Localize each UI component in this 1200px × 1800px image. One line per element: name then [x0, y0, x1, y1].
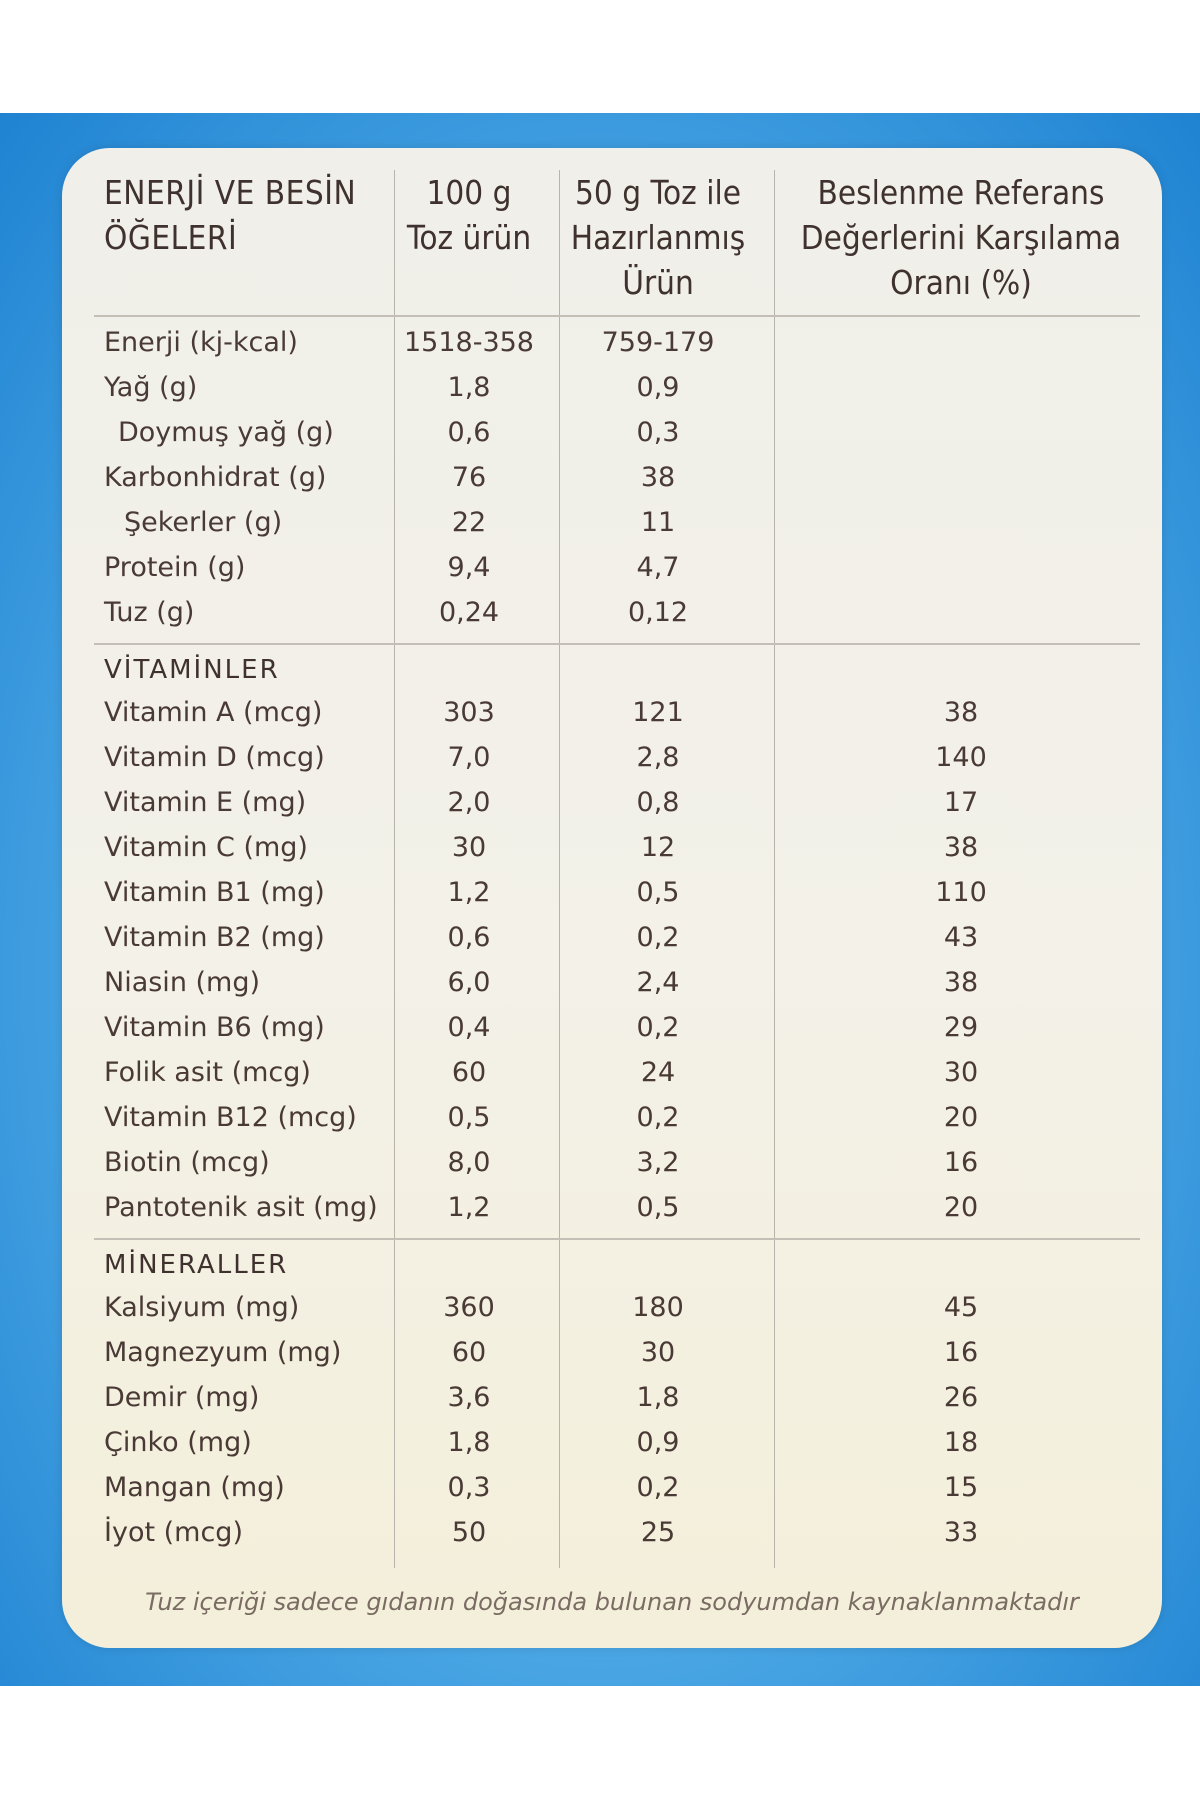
value-percent: 16: [943, 1337, 979, 1368]
nutrient-name: İyot (mcg): [104, 1517, 243, 1548]
value-50g: 25: [640, 1517, 676, 1548]
nutrient-name: Vitamin B6 (mg): [104, 1012, 325, 1043]
value-100g: 0,3: [447, 1472, 491, 1503]
value-50g: 0,3: [636, 417, 680, 448]
nutrient-name: Karbonhidrat (g): [104, 462, 327, 493]
value-percent: 20: [943, 1102, 979, 1133]
value-100g: 1,2: [447, 1192, 491, 1223]
value-50g: 12: [640, 832, 676, 863]
table-row: [62, 1420, 1162, 1465]
value-percent: 43: [943, 922, 979, 953]
table-row: [62, 365, 1162, 410]
nutrient-name: Vitamin B12 (mcg): [104, 1102, 357, 1133]
table-row: [62, 870, 1162, 915]
value-100g: 6,0: [447, 967, 491, 998]
value-percent: 26: [943, 1382, 979, 1413]
footnote: Tuz içeriği sadece gıdanın doğasında bulunan sodyumdan kaynaklanmaktadır: [145, 1588, 1079, 1616]
value-percent: 38: [943, 697, 979, 728]
value-100g: 1,8: [447, 1427, 491, 1458]
table-row: [62, 1005, 1162, 1050]
nutrient-name: Demir (mg): [104, 1382, 260, 1413]
value-50g: 0,2: [636, 1472, 680, 1503]
value-100g: 0,24: [438, 597, 500, 628]
table-row: [62, 1140, 1162, 1185]
table-row: [62, 320, 1162, 365]
nutrient-name: Vitamin D (mcg): [104, 742, 325, 773]
section-separator: [94, 1238, 1140, 1240]
value-50g: 0,5: [636, 1192, 680, 1223]
table-row: [62, 1050, 1162, 1095]
nutrient-name: Vitamin B2 (mg): [104, 922, 325, 953]
nutrient-name: Biotin (mcg): [104, 1147, 270, 1178]
value-100g: 0,6: [447, 922, 491, 953]
nutrient-name: Şekerler (g): [124, 507, 283, 538]
value-100g: 1,8: [447, 372, 491, 403]
table-row: [62, 1330, 1162, 1375]
table-row: [62, 1510, 1162, 1555]
nutrient-name: Pantotenik asit (mg): [104, 1192, 378, 1223]
value-percent: 17: [943, 787, 979, 818]
value-100g: 360: [443, 1292, 495, 1323]
value-50g: 4,7: [636, 552, 680, 583]
nutrient-name: Vitamin E (mg): [104, 787, 307, 818]
table-row: [62, 780, 1162, 825]
value-percent: 16: [943, 1147, 979, 1178]
value-50g: 2,8: [636, 742, 680, 773]
table-row: [62, 825, 1162, 870]
nutrient-name: Çinko (mg): [104, 1427, 252, 1458]
table-row: [62, 500, 1162, 545]
table-row: [62, 545, 1162, 590]
value-50g: 0,2: [636, 1102, 680, 1133]
value-percent: 29: [943, 1012, 979, 1043]
value-50g: 759-179: [601, 327, 715, 358]
value-50g: 0,9: [636, 1427, 680, 1458]
value-100g: 8,0: [447, 1147, 491, 1178]
header-reference-percent: Beslenme Referans Değerlerini Karşılama Oranı (%): [800, 173, 1122, 302]
table-row: [62, 1375, 1162, 1420]
value-100g: 0,4: [447, 1012, 491, 1043]
nutrient-name: Vitamin A (mcg): [104, 697, 323, 728]
value-50g: 38: [640, 462, 676, 493]
nutrient-name: Kalsiyum (mg): [104, 1292, 300, 1323]
value-50g: 0,12: [627, 597, 689, 628]
nutrient-name: Vitamin B1 (mg): [104, 877, 325, 908]
value-100g: 0,5: [447, 1102, 491, 1133]
value-percent: 38: [943, 967, 979, 998]
table-row: [62, 735, 1162, 780]
value-100g: 1,2: [447, 877, 491, 908]
nutrient-name: Doymuş yağ (g): [118, 417, 334, 448]
minerals-section-title: MİNERALLER: [104, 1250, 289, 1280]
table-row: [62, 1465, 1162, 1510]
table-row: [62, 1285, 1162, 1330]
value-50g: 2,4: [636, 967, 680, 998]
header-100g: 100 g Toz ürün: [406, 173, 532, 257]
value-50g: 30: [640, 1337, 676, 1368]
nutrition-facts-card: [62, 148, 1162, 1648]
value-50g: 1,8: [636, 1382, 680, 1413]
value-50g: 0,9: [636, 372, 680, 403]
nutrient-name: Vitamin C (mg): [104, 832, 308, 863]
value-50g: 0,5: [636, 877, 680, 908]
value-100g: 0,6: [447, 417, 491, 448]
value-50g: 11: [640, 507, 676, 538]
nutrient-name: Yağ (g): [104, 372, 198, 403]
value-percent: 38: [943, 832, 979, 863]
value-100g: 2,0: [447, 787, 491, 818]
nutrient-name: Protein (g): [104, 552, 246, 583]
value-50g: 121: [632, 697, 684, 728]
value-percent: 33: [943, 1517, 979, 1548]
header-50g: 50 g Toz ile Hazırlanmış Ürün: [570, 173, 746, 302]
value-50g: 0,2: [636, 1012, 680, 1043]
table-row: [62, 1095, 1162, 1140]
value-100g: 50: [451, 1517, 487, 1548]
value-100g: 1518-358: [404, 327, 534, 358]
value-100g: 9,4: [447, 552, 491, 583]
value-50g: 0,2: [636, 922, 680, 953]
table-row: [62, 915, 1162, 960]
nutrient-name: Mangan (mg): [104, 1472, 285, 1503]
value-100g: 3,6: [447, 1382, 491, 1413]
nutrient-name: Niasin (mg): [104, 967, 261, 998]
value-percent: 140: [935, 742, 987, 773]
value-100g: 76: [451, 462, 487, 493]
table-row: [62, 590, 1162, 635]
table-row: [62, 690, 1162, 735]
section-separator: [94, 643, 1140, 645]
header-separator: [94, 315, 1140, 317]
value-100g: 60: [451, 1057, 487, 1088]
nutrient-name: Magnezyum (mg): [104, 1337, 342, 1368]
value-50g: 0,8: [636, 787, 680, 818]
table-row: [62, 410, 1162, 455]
value-100g: 303: [443, 697, 495, 728]
value-50g: 3,2: [636, 1147, 680, 1178]
vitamins-section-title: VİTAMİNLER: [104, 655, 280, 685]
header-nutrients: ENERJİ VE BESİN ÖĞELERİ: [104, 173, 357, 257]
value-percent: 15: [943, 1472, 979, 1503]
table-row: [62, 455, 1162, 500]
value-percent: 45: [943, 1292, 979, 1323]
value-50g: 180: [632, 1292, 684, 1323]
nutrient-name: Enerji (kj-kcal): [104, 327, 298, 358]
value-percent: 110: [935, 877, 987, 908]
value-percent: 30: [943, 1057, 979, 1088]
nutrient-name: Folik asit (mcg): [104, 1057, 311, 1088]
table-row: [62, 960, 1162, 1005]
value-100g: 30: [451, 832, 487, 863]
nutrient-name: Tuz (g): [104, 597, 195, 628]
value-100g: 7,0: [447, 742, 491, 773]
value-100g: 22: [451, 507, 487, 538]
table-row: [62, 1185, 1162, 1230]
value-50g: 24: [640, 1057, 676, 1088]
value-100g: 60: [451, 1337, 487, 1368]
value-percent: 20: [943, 1192, 979, 1223]
value-percent: 18: [943, 1427, 979, 1458]
